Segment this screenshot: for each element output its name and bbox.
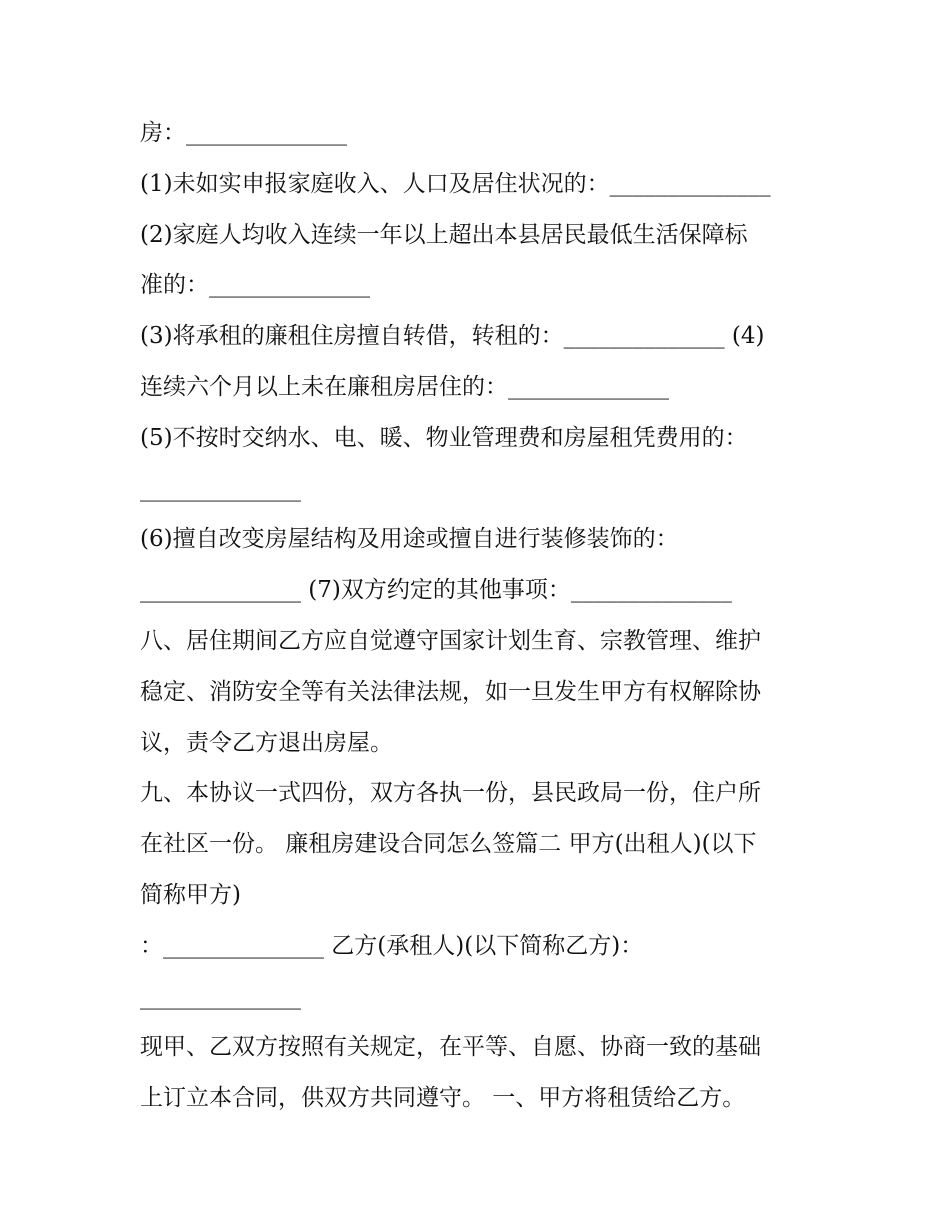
text-line: ______________ (7)双方约定的其他事项：______________ <box>140 577 732 604</box>
text-line: 在社区一份。 廉租房建设合同怎么签篇二 甲方(出租人)(以下 <box>140 831 757 858</box>
text-line: 八、居住期间乙方应自觉遵守国家计划生育、宗教管理、维护 <box>140 627 761 654</box>
text-line: 连续六个月以上未在廉租房居住的：______________ <box>140 373 669 400</box>
text-line: (3)将承租的廉租住房擅自转借，转租的：______________ (4) <box>140 323 765 350</box>
text-line: 简称甲方) <box>140 881 241 908</box>
text-line: (1)未如实申报家庭收入、人口及居住状况的：______________ <box>140 170 771 197</box>
text-line: ：______________ 乙方(承租人)(以下简称乙方)： <box>140 932 644 959</box>
text-line: 议，责令乙方退出房屋。 <box>140 729 393 756</box>
text-line: ______________ <box>140 983 301 1010</box>
text-line: (5)不按时交纳水、电、暖、物业管理费和房屋租凭费用的： <box>140 424 748 451</box>
text-line: (6)擅自改变房屋结构及用途或擅自进行装修装饰的： <box>140 526 679 553</box>
text-line: 房：______________ <box>140 120 347 146</box>
document-body <box>140 108 820 1124</box>
text-line: (2)家庭人均收入连续一年以上超出本县居民最低生活保障标 <box>140 221 748 248</box>
text-line: 上订立本合同，供双方共同遵守。 一、甲方将租赁给乙方。 <box>140 1085 746 1112</box>
text-line: 准的：______________ <box>140 272 370 299</box>
text-line: 稳定、消防安全等有关法律法规，如一旦发生甲方有权解除协 <box>140 678 761 705</box>
text-line: 九、本协议一式四份，双方各执一份，县民政局一份，住户所 <box>140 780 761 807</box>
text-line: ______________ <box>140 475 301 502</box>
text-line: 现甲、乙双方按照有关规定，在平等、自愿、协商一致的基础 <box>140 1034 761 1061</box>
